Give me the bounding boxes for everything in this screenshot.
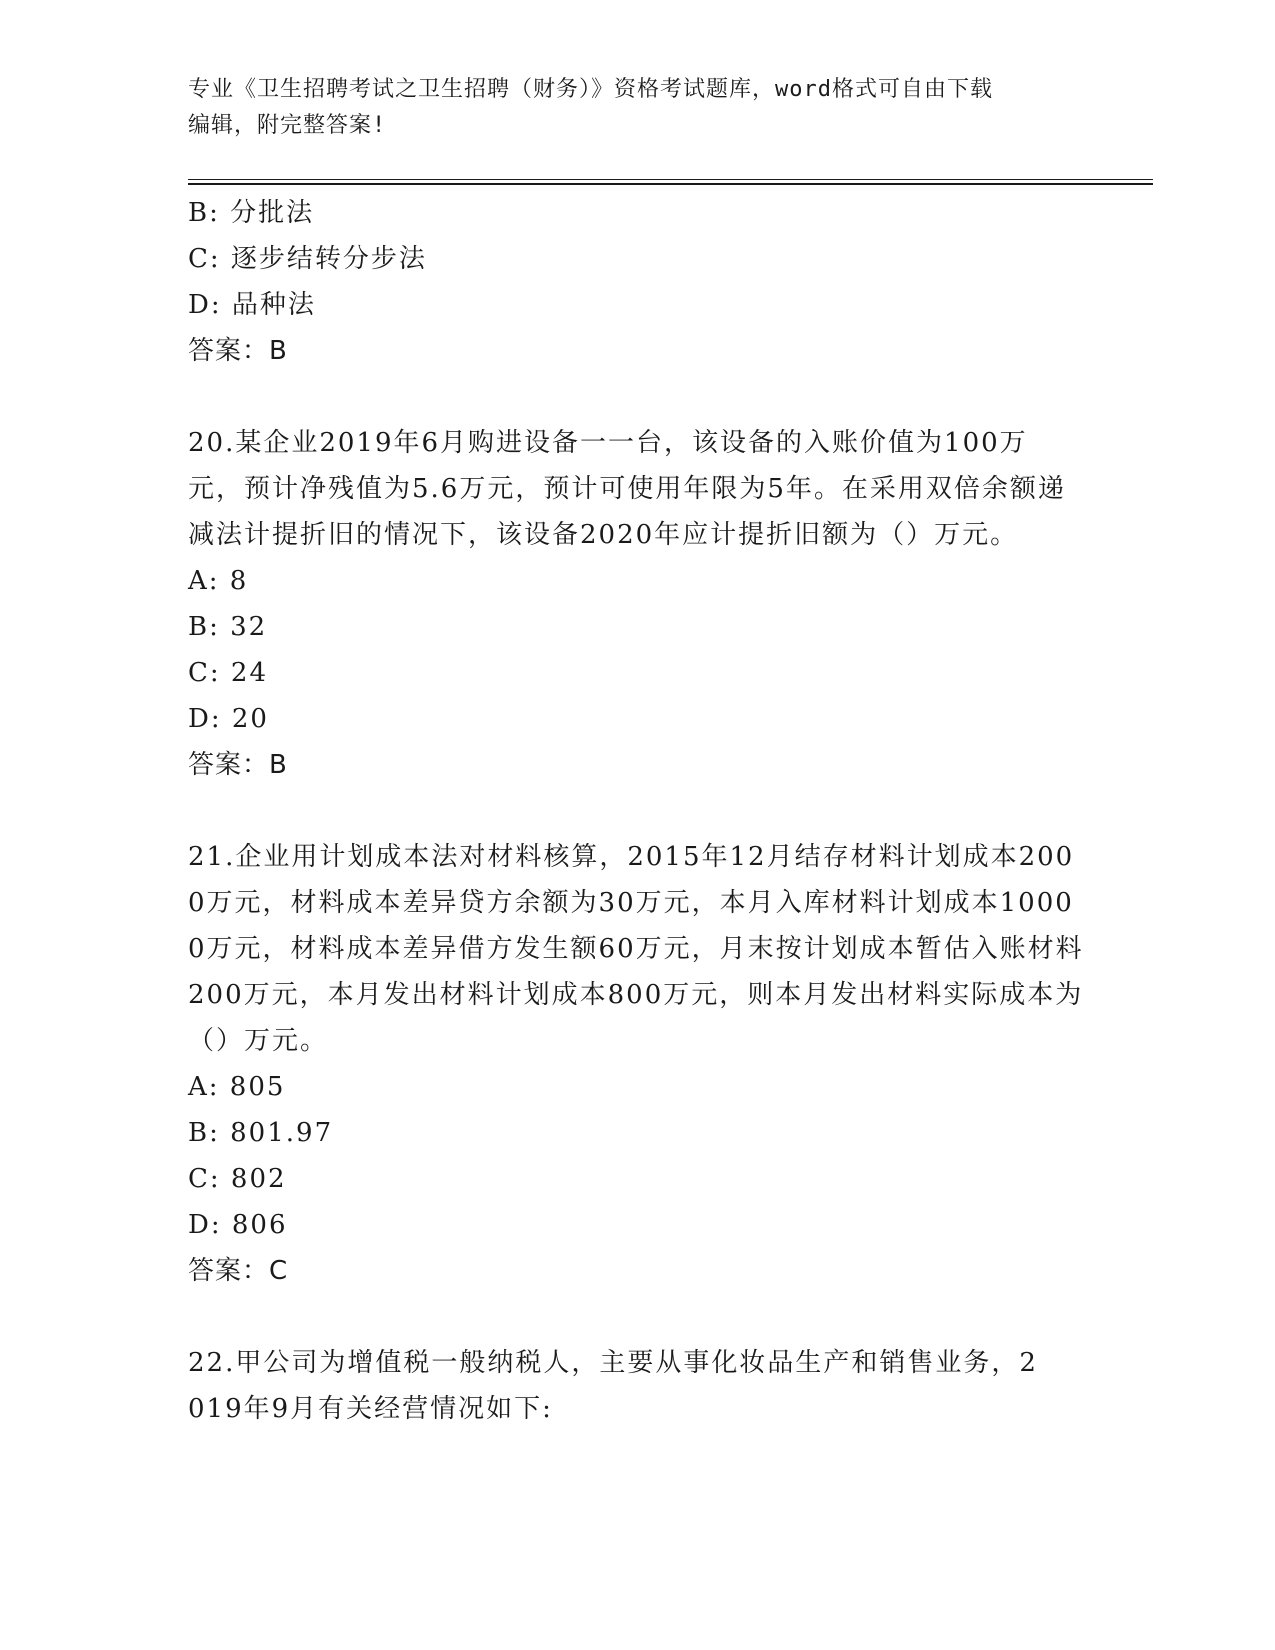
header-line-1: 专业《卫生招聘考试之卫生招聘（财务）》资格考试题库，word格式可自由下载 [188, 77, 993, 102]
question-content [188, 190, 1088, 1432]
option-d: D: 20 [188, 704, 269, 734]
option-b: B: 32 [188, 612, 268, 642]
document-header [188, 72, 1088, 144]
answer: 答案：B [188, 336, 288, 366]
spacer [188, 374, 1088, 420]
header-line-2: 编辑，附完整答案! [188, 113, 387, 138]
option-a: A: 8 [188, 566, 249, 596]
spacer [188, 788, 1088, 834]
question-text: 21.企业用计划成本法对材料核算，2015年12月结存材料计划成本2000万元，材料成本差异贷方余额为30万元，本月入库材料计划成本10000万元，材料成本差异借方发生额60万元，月末按计划成本暂估入账材料200万元，本月发出材料计划成本800万元，则本月发出材料实际成本为（）万元。 [188, 842, 1084, 1056]
option-c: C: 802 [188, 1164, 287, 1194]
answer: 答案：B [188, 750, 288, 780]
option-c: C: 24 [188, 658, 269, 688]
option-d: D: 806 [188, 1210, 288, 1240]
question-22 [188, 1340, 1088, 1432]
option-a: A: 805 [188, 1072, 286, 1102]
question-text: 20.某企业2019年6月购进设备一一台，该设备的入账价值为100万元，预计净残值为5.6万元，预计可使用年限为5年。在采用双倍余额递减法计提折旧的情况下，该设备2020年应计提折旧额为（）万元。 [188, 428, 1066, 550]
header-divider-thick [188, 183, 1153, 185]
option-d: D: 品种法 [188, 290, 316, 320]
option-b: B: 801.97 [188, 1118, 334, 1148]
question-21 [188, 834, 1088, 1294]
question-20 [188, 420, 1088, 788]
header-divider-thin [188, 179, 1153, 180]
spacer [188, 1294, 1088, 1340]
question-text: 22.甲公司为增值税一般纳税人，主要从事化妆品生产和销售业务，2019年9月有关经营情况如下: [188, 1348, 1038, 1424]
option-b: B: 分批法 [188, 198, 315, 228]
question-19 [188, 190, 1088, 374]
answer: 答案：C [188, 1256, 289, 1286]
option-c: C: 逐步结转分步法 [188, 244, 427, 274]
